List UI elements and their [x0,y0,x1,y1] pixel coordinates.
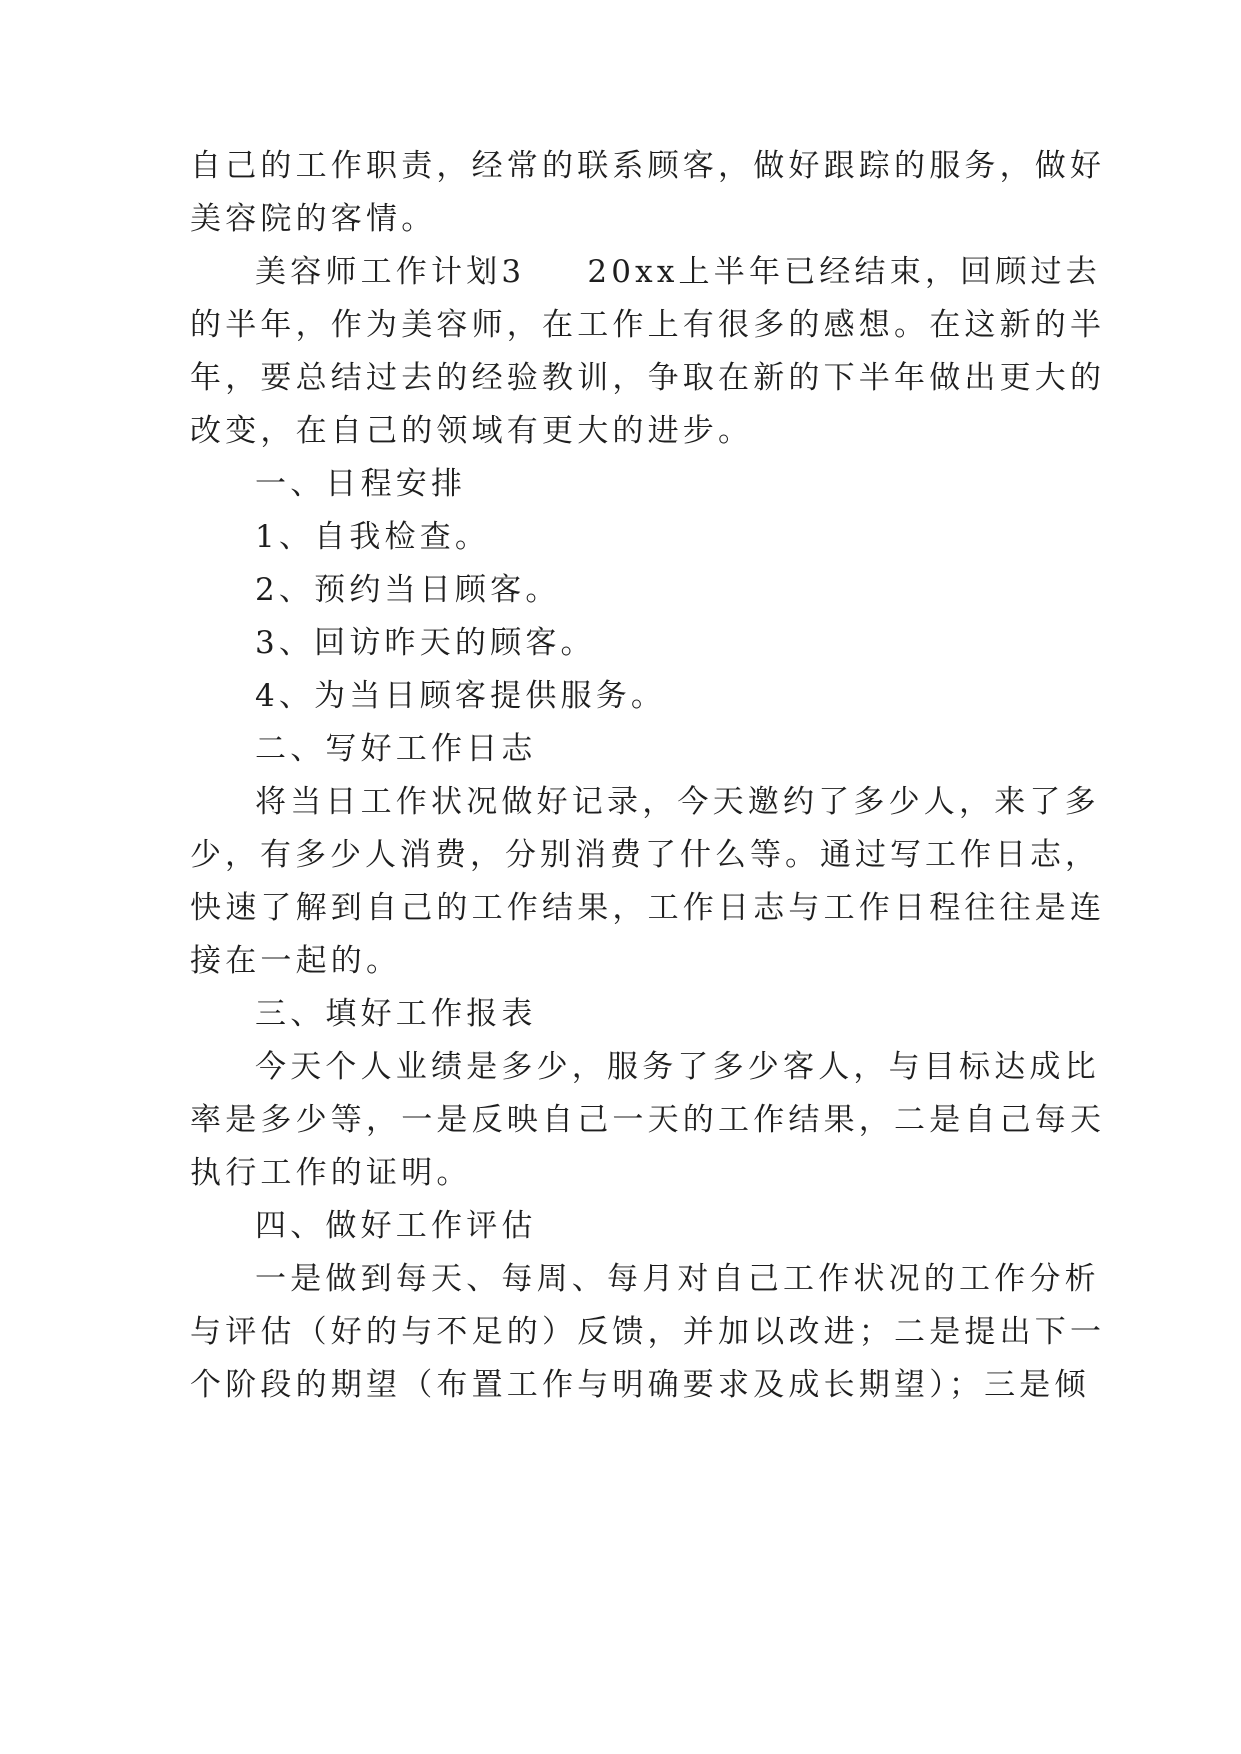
list-item: 3、回访昨天的顾客。 [255,625,596,661]
list-item: 2、预约当日顾客。 [255,572,561,608]
section-heading: 美容师工作计划3 [255,254,526,290]
text-line: 少，有多少人消费，分别消费了什么等。通过写工作日志， [190,837,1100,873]
text-line: 快速了解到自己的工作结果，工作日志与工作日程往往是连 [190,890,1106,926]
text-line: 接在一起的。 [190,943,402,979]
text-segment: 20xx上半年已经结束，回顾过去 [587,254,1101,290]
text-line: 与评估（好的与不足的）反馈，并加以改进；二是提出下一 [190,1314,1106,1350]
text-line: 一是做到每天、每周、每月对自己工作状况的工作分析 [255,1261,1100,1297]
text-line: 的半年，作为美容师，在工作上有很多的感想。在这新的半 [190,307,1106,343]
text-line: 执行工作的证明。 [190,1155,472,1191]
section-heading: 三、填好工作报表 [255,996,537,1032]
text-line: 今天个人业绩是多少，服务了多少客人，与目标达成比 [255,1049,1100,1085]
section-heading: 四、做好工作评估 [255,1208,537,1244]
list-item: 4、为当日顾客提供服务。 [255,678,667,714]
text-line: 改变，在自己的领域有更大的进步。 [190,413,754,449]
text-line: 美容院的客情。 [190,201,437,237]
text-line [0,243,1241,301]
text-line: 率是多少等，一是反映自己一天的工作结果，二是自己每天 [190,1102,1106,1138]
text-line: 年，要总结过去的经验教训，争取在新的下半年做出更大的 [190,360,1106,396]
text-line: 自己的工作职责，经常的联系顾客，做好跟踪的服务，做好 [190,148,1106,184]
text-line: 个阶段的期望（布置工作与明确要求及成长期望）；三是倾 [190,1367,1090,1403]
text-line: 将当日工作状况做好记录，今天邀约了多少人，来了多 [255,784,1100,820]
list-item: 1、自我检查。 [255,519,491,555]
section-heading: 二、写好工作日志 [255,731,537,767]
section-heading: 一、日程安排 [255,466,467,502]
